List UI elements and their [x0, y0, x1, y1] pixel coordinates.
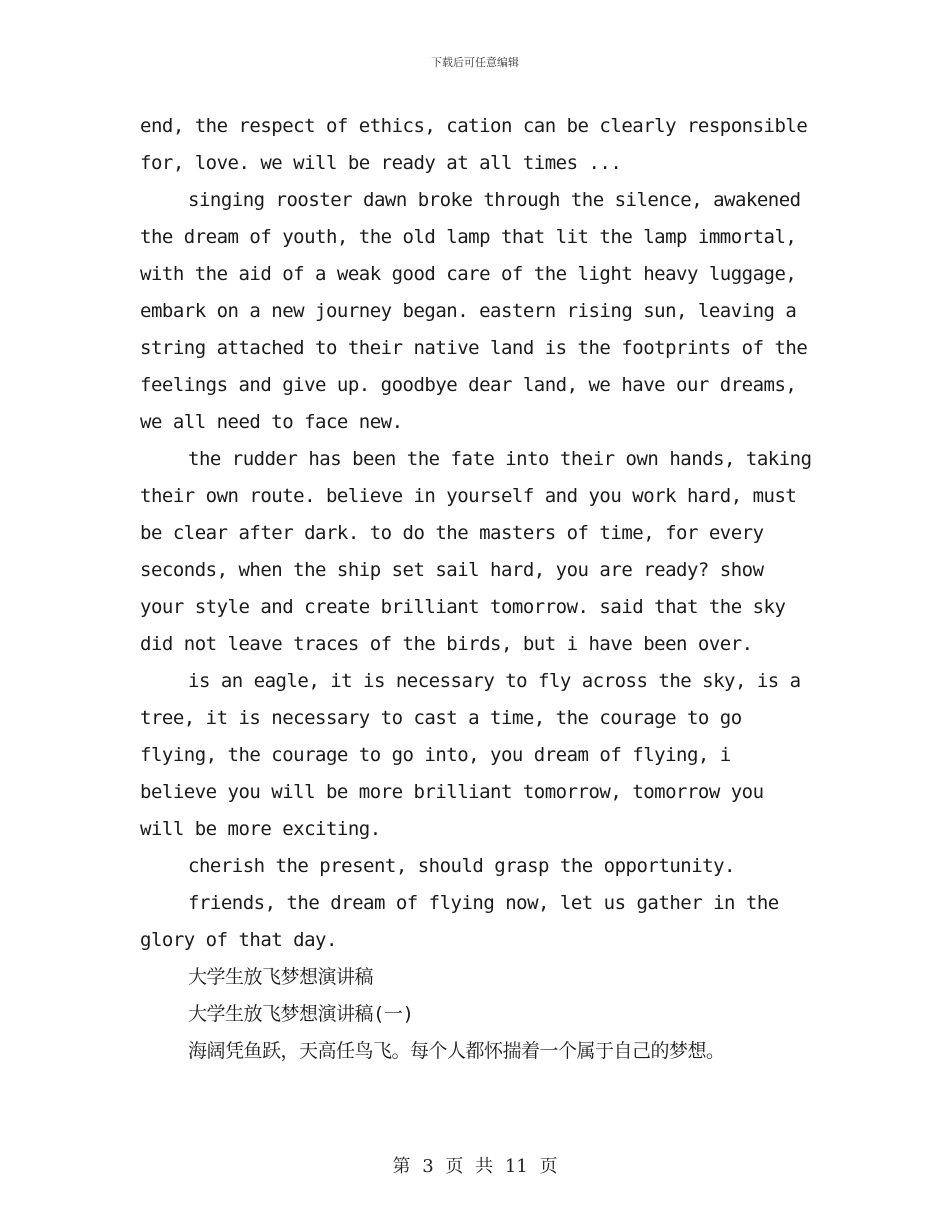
text-line: be clear after dark. to do the masters of time, for every	[140, 522, 764, 544]
text-line: we all need to face new.	[140, 411, 403, 433]
text-line: flying, the courage to go into, you dream of flying, i	[140, 744, 731, 766]
text-line: embark on a new journey began. eastern rising sun, leaving a	[140, 300, 797, 322]
text-line: your style and create brilliant tomorrow. said that the sky	[140, 596, 786, 618]
text-line: with the aid of a weak good care of the light heavy luggage,	[140, 263, 797, 285]
text-line: their own route. believe in yourself and you work hard, must	[140, 485, 797, 507]
section-heading: 大学生放飞梦想演讲稿	[188, 966, 374, 988]
text-line: 海阔凭鱼跃，天高任鸟飞。每个人都怀揣着一个属于自己的梦想。	[188, 1040, 725, 1062]
text-line: did not leave traces of the birds, but i have been over.	[140, 633, 753, 655]
header-note: 下载后可任意编辑	[431, 56, 519, 69]
text-line: friends, the dream of flying now, let us gather in the	[188, 892, 779, 914]
text-line: will be more exciting.	[140, 818, 381, 840]
text-line: believe you will be more brilliant tomorrow, tomorrow you	[140, 781, 764, 803]
document-body	[140, 108, 820, 1070]
text-line: seconds, when the ship set sail hard, you are ready? show	[140, 559, 764, 581]
page-number: 第 3 页 共 11 页	[392, 1156, 558, 1177]
section-subheading: 大学生放飞梦想演讲稿(一)	[188, 1003, 414, 1025]
text-line: for, love. we will be ready at all times ...	[140, 152, 622, 174]
text-line: cherish the present, should grasp the opportunity.	[188, 855, 735, 877]
text-line: singing rooster dawn broke through the silence, awakened	[188, 189, 801, 211]
text-line: glory of that day.	[140, 929, 337, 951]
text-line: tree, it is necessary to cast a time, the courage to go	[140, 707, 742, 729]
text-line: feelings and give up. goodbye dear land, we have our dreams,	[140, 374, 797, 396]
text-line: end, the respect of ethics, cation can be clearly responsible	[140, 115, 808, 137]
text-line: is an eagle, it is necessary to fly across the sky, is a	[188, 670, 801, 692]
text-line: string attached to their native land is the footprints of the	[140, 337, 808, 359]
text-line: the dream of youth, the old lamp that lit the lamp immortal,	[140, 226, 797, 248]
text-line: the rudder has been the fate into their own hands, taking	[188, 448, 812, 470]
text-block	[140, 108, 820, 1070]
